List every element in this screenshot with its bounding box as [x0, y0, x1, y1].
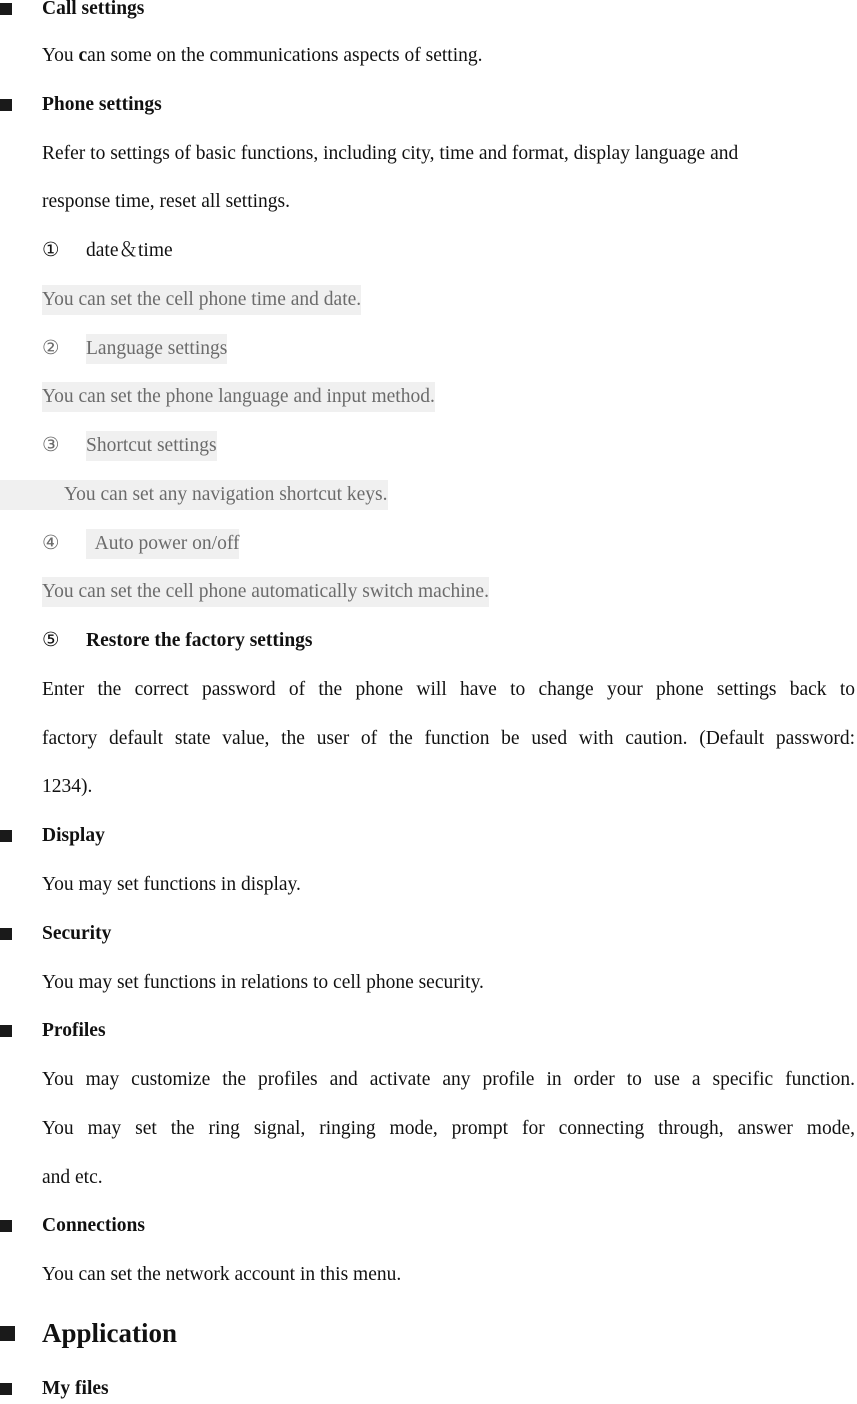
square-bullet-icon: [0, 1326, 15, 1341]
paragraph-text: factory default state value, the user of the function be used with caution. (Default password:: [42, 728, 855, 749]
section-heading: Connections: [42, 1215, 145, 1236]
paragraph: [0, 1260, 857, 1290]
section-call-settings: [0, 0, 857, 24]
section-heading: Application: [42, 1318, 178, 1348]
item-number: ①: [42, 240, 60, 261]
highlighted-text: You can set any navigation shortcut keys.: [0, 480, 388, 510]
item-label: Restore the factory settings: [86, 630, 313, 651]
section-profiles: [0, 1016, 857, 1046]
paragraph: [0, 772, 857, 802]
square-bullet-icon: [0, 1025, 12, 1037]
item-label: Auto power on/off: [86, 529, 239, 559]
section-display: [0, 821, 857, 851]
item-description: [0, 577, 857, 607]
square-bullet-icon: [0, 1220, 12, 1232]
section-heading: Phone settings: [42, 94, 162, 115]
section-phone-settings: [0, 90, 857, 120]
list-item: [0, 626, 857, 656]
list-item: [0, 236, 857, 266]
section-application: [0, 1311, 857, 1355]
paragraph: [0, 41, 857, 71]
section-heading: Profiles: [42, 1020, 106, 1041]
paragraph: [0, 187, 857, 217]
item-label: Language settings: [86, 334, 227, 364]
section-connections: [0, 1211, 857, 1241]
paragraph-text: 1234).: [42, 776, 93, 797]
paragraph-text: You can set the network account in this menu.: [42, 1264, 402, 1285]
highlighted-text: You can set the cell phone time and date.: [42, 285, 361, 315]
item-label: date＆time: [86, 240, 173, 261]
square-bullet-icon: [0, 1383, 12, 1395]
paragraph: [0, 1065, 857, 1095]
item-description: [0, 480, 857, 510]
square-bullet-icon: [0, 830, 12, 842]
paragraph: [0, 1114, 857, 1144]
section-heading: Security: [42, 923, 112, 944]
square-bullet-icon: [0, 928, 12, 940]
item-number: ②: [42, 338, 60, 359]
paragraph-text: and etc.: [42, 1167, 103, 1188]
item-number: ⑤: [42, 630, 60, 651]
section-my-files: [0, 1374, 857, 1404]
paragraph: [0, 870, 857, 900]
paragraph-text: response time, reset all settings.: [42, 191, 291, 212]
item-number: ③: [42, 435, 60, 456]
paragraph: [0, 675, 857, 705]
paragraph-text: You can some on the communications aspects of setting.: [42, 45, 483, 66]
highlighted-text: You can set the phone language and input method.: [42, 382, 435, 412]
paragraph-text: Refer to settings of basic functions, including city, time and format, display language and: [42, 143, 739, 164]
paragraph-text: You may set functions in relations to cell phone security.: [42, 972, 484, 993]
list-item: [0, 431, 857, 461]
paragraph: [0, 1163, 857, 1193]
paragraph: [0, 724, 857, 754]
section-heading: Call settings: [42, 0, 145, 19]
highlighted-text: You can set the cell phone automatically switch machine.: [42, 577, 489, 607]
item-number: ④: [42, 533, 60, 554]
item-label: Shortcut settings: [86, 431, 217, 461]
paragraph-text: You may customize the profiles and activate any profile in order to use a specific function.: [42, 1069, 855, 1090]
paragraph: [0, 968, 857, 998]
paragraph: [0, 139, 857, 169]
item-description: [0, 382, 857, 412]
list-item: [0, 529, 857, 559]
section-heading: My files: [42, 1378, 109, 1399]
section-heading: Display: [42, 825, 105, 846]
item-description: [0, 285, 857, 315]
paragraph-text: Enter the correct password of the phone will have to change your phone settings back to: [42, 679, 855, 700]
square-bullet-icon: [0, 3, 12, 15]
paragraph-text: You may set functions in display.: [42, 874, 301, 895]
section-security: [0, 919, 857, 949]
square-bullet-icon: [0, 99, 12, 111]
list-item: [0, 334, 857, 364]
paragraph-text: You may set the ring signal, ringing mode, prompt for connecting through, answer mode,: [42, 1118, 855, 1139]
